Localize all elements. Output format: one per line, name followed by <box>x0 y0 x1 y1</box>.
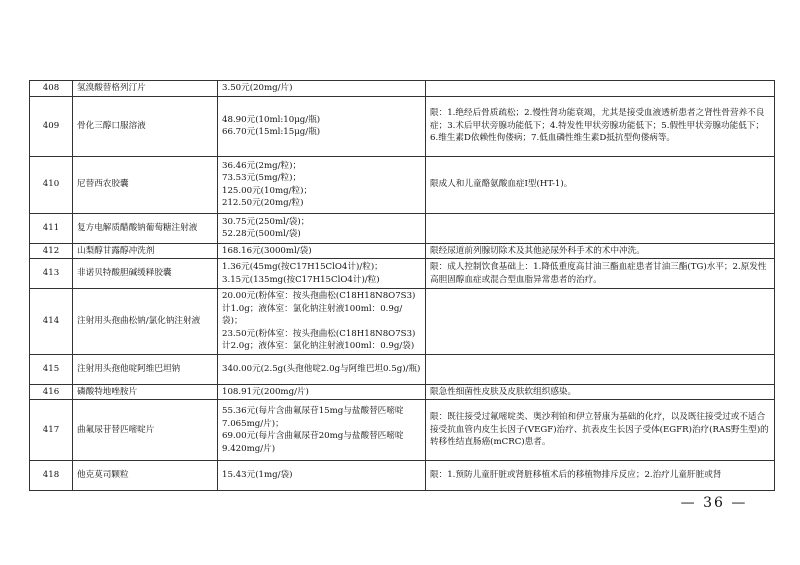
table-row <box>30 96 775 156</box>
table-row <box>30 213 775 243</box>
drug-name: 曲氟尿苷替匹嘧啶片 <box>73 400 218 461</box>
remark-cell <box>426 289 775 355</box>
drug-name: 注射用头孢他啶阿维巴坦钠 <box>73 354 218 384</box>
drug-price-table <box>29 80 775 491</box>
remark-cell: 限经尿道前列腺切除术及其他泌尿外科手术的术中冲洗。 <box>426 243 775 259</box>
remark-cell <box>426 354 775 384</box>
row-number: 415 <box>30 354 73 384</box>
price-cell <box>218 96 426 156</box>
price-line: 73.53元(5mg/粒)； <box>222 173 302 183</box>
row-number: 416 <box>30 384 73 400</box>
drug-name: 氢溴酸替格列汀片 <box>73 81 218 97</box>
price-cell <box>218 384 426 400</box>
row-number: 413 <box>30 259 73 289</box>
price-line: 1.36元(45mg(按C17H15ClO4计)/粒)； <box>222 262 383 272</box>
row-number: 408 <box>30 81 73 97</box>
remark-cell <box>426 81 775 97</box>
drug-name: 复方电解质醋酸钠葡萄糖注射液 <box>73 213 218 243</box>
price-line: 340.00元(2.5g(头孢他啶2.0g与阿维巴坦0.5g)/瓶) <box>222 363 421 374</box>
drug-name: 非诺贝特酸胆碱缓释胶囊 <box>73 259 218 289</box>
price-line: 212.50元(20mg/粒) <box>222 198 304 208</box>
price-cell <box>218 213 426 243</box>
price-cell <box>218 461 426 491</box>
price-cell <box>218 400 426 461</box>
table-row <box>30 81 775 97</box>
row-number: 417 <box>30 400 73 461</box>
row-number: 409 <box>30 96 73 156</box>
remark-cell <box>426 213 775 243</box>
price-line: 3.50元(20mg/片) <box>222 83 293 93</box>
drug-name: 注射用头孢曲松钠/氯化钠注射液 <box>73 289 218 355</box>
table-row <box>30 461 775 491</box>
drug-name: 磷酸特地唑胺片 <box>73 384 218 400</box>
price-line: 30.75元(250ml/袋)； <box>222 216 310 227</box>
price-line: 20.00元(粉体室：按头孢曲松(C18H18N8O7S3)计1.0g；液体室：氯化钠注射液100ml：0.9g/袋)； <box>222 291 416 326</box>
remark-cell: 限：成人控制饮食基础上：1.降低重度高甘油三酯血症患者甘油三酯(TG)水平；2.原发性高胆固醇血症或混合型血脂异常患者的治疗。 <box>426 259 775 289</box>
price-line: 168.16元(3000ml/袋) <box>222 245 312 256</box>
price-cell <box>218 156 426 213</box>
price-line: 66.70元(15ml:15μg/瓶) <box>222 127 321 137</box>
price-line: 55.36元(每片含曲氟尿苷15mg与盐酸替匹嘧啶7.065mg/片)； <box>222 406 404 429</box>
remark-cell: 限急性细菌性皮肤及皮肤软组织感染。 <box>426 384 775 400</box>
table-row <box>30 384 775 400</box>
row-number: 414 <box>30 289 73 355</box>
price-cell <box>218 81 426 97</box>
drug-name: 尼替西农胶囊 <box>73 156 218 213</box>
price-cell <box>218 243 426 259</box>
price-line: 108.91元(200mg/片) <box>222 386 309 397</box>
price-line: 3.15元(135mg(按C17H15ClO4计)/粒) <box>222 274 380 285</box>
row-number: 412 <box>30 243 73 259</box>
price-line: 23.50元(粉体室：按头孢曲松(C18H18N8O7S3)计2.0g；液体室：氯化钠注射液100ml：0.9g/袋) <box>222 328 416 351</box>
row-number: 418 <box>30 461 73 491</box>
price-line: 48.90元(10ml:10μg/瓶) <box>222 114 321 125</box>
price-cell <box>218 354 426 384</box>
drug-name: 山梨醇甘露醇冲洗剂 <box>73 243 218 259</box>
table-row <box>30 259 775 289</box>
price-line: 36.46元(2mg/粒)； <box>222 160 302 171</box>
price-cell <box>218 259 426 289</box>
table-row <box>30 289 775 355</box>
drug-name: 骨化三醇口服溶液 <box>73 96 218 156</box>
price-cell <box>218 289 426 355</box>
page-number: — 36 — <box>680 495 748 511</box>
remark-cell: 限：1.预防儿童肝脏或肾脏移植术后的移植物排斥反应；2.治疗儿童肝脏或肾 <box>426 461 775 491</box>
drug-name: 他克莫司颗粒 <box>73 461 218 491</box>
price-line: 69.00元(每片含曲氟尿苷20mg与盐酸替匹嘧啶9.420mg/片) <box>222 431 404 454</box>
price-line: 125.00元(10mg/粒)； <box>222 185 313 196</box>
price-line: 15.43元(1mg/袋) <box>222 470 293 481</box>
row-number: 411 <box>30 213 73 243</box>
table-row <box>30 354 775 384</box>
remark-cell: 限成人和儿童酪氨酸血症I型(HT-1)。 <box>426 156 775 213</box>
table-row <box>30 243 775 259</box>
remark-cell: 限：既往接受过氟嘧啶类、奥沙利铂和伊立替康为基础的化疗，以及既往接受过或不适合接受抗血管内皮生长因子(VEGF)治疗、抗表皮生长因子受体(EGFR)治疗(RAS野生型)的转移性结直肠癌(mCRC)患者。 <box>426 400 775 461</box>
table-row <box>30 400 775 461</box>
row-number: 410 <box>30 156 73 213</box>
price-line: 52.28元(500ml/袋) <box>222 229 301 239</box>
remark-cell: 限：1.绝经后骨质疏松；2.慢性肾功能衰竭，尤其是接受血液透析患者之肾性骨营养不良症；3.术后甲状旁腺功能低下；4.特发性甲状旁腺功能低下；5.假性甲状旁腺功能低下；6.维生素D依赖性佝偻病；7.低血磷性维生素D抵抗型佝偻病等。 <box>426 96 775 156</box>
table-row <box>30 156 775 213</box>
